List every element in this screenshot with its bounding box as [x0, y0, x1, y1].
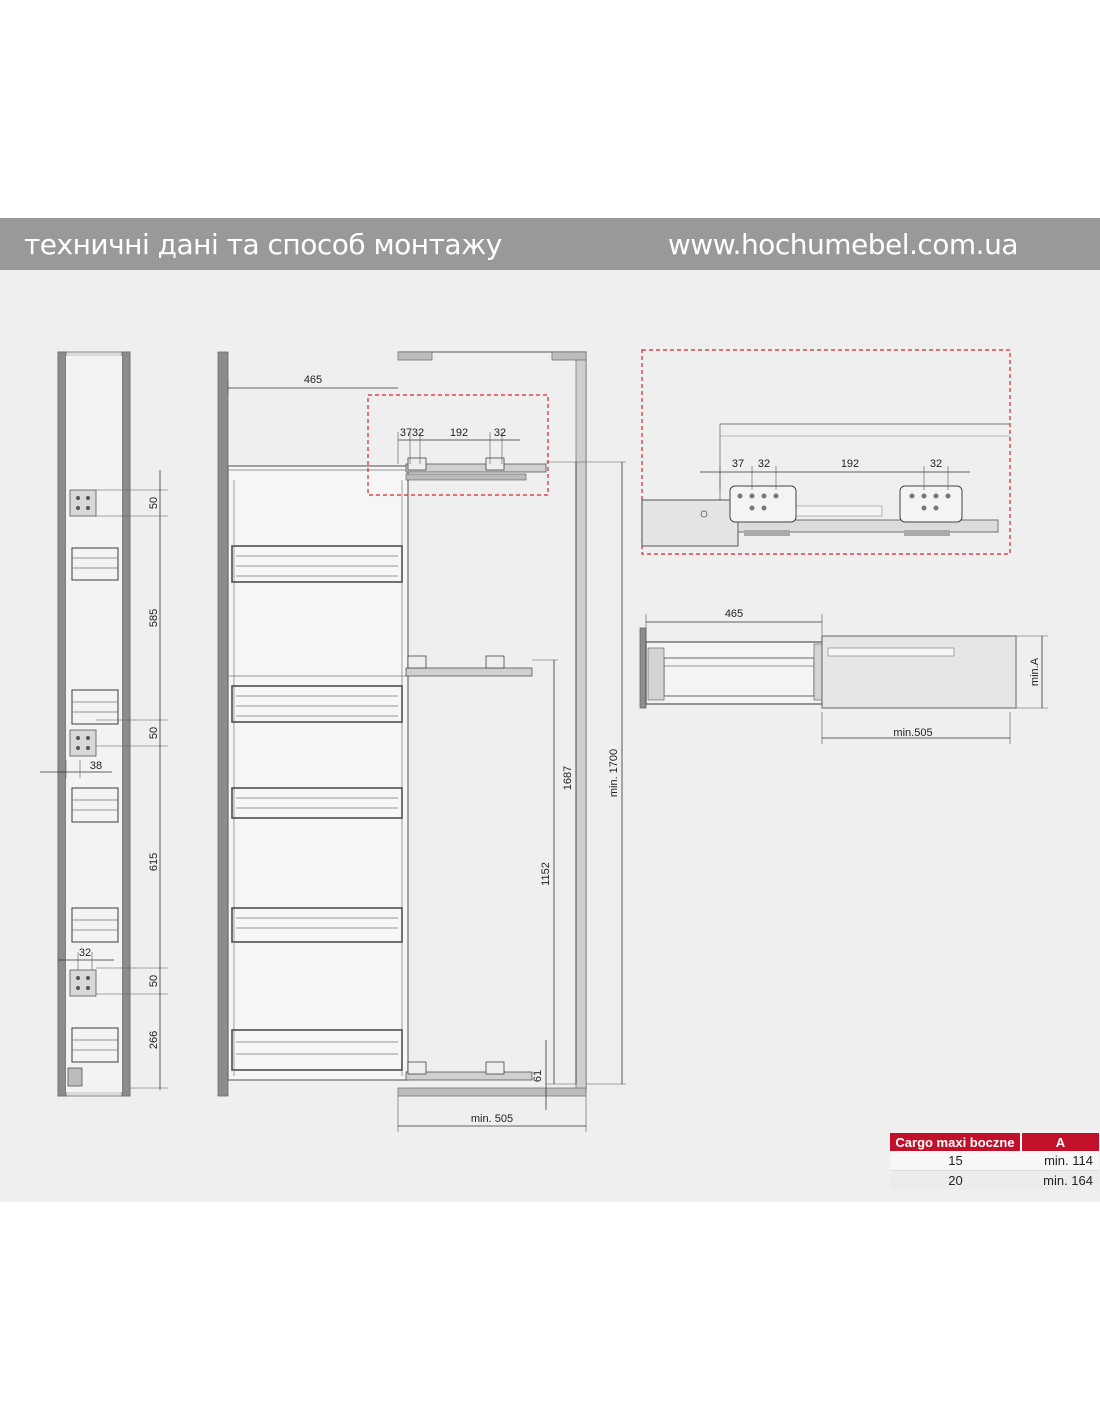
dim-height-1152: 1152 [540, 862, 552, 886]
spec-table-header-a: A [1021, 1133, 1099, 1151]
table-row [890, 1151, 1099, 1171]
detail-bracket-right [900, 486, 962, 522]
dim-bracket-offset-2: 32 [411, 427, 425, 439]
dim-depth-offset: 38 [89, 760, 103, 772]
top-view-basket [646, 642, 822, 704]
dim-depth: 465 [303, 374, 323, 386]
dim-height-min: min. 1700 [608, 748, 620, 798]
dim-upper-span: 585 [148, 608, 160, 628]
runner-bracket [408, 458, 426, 470]
runner-bracket [486, 1062, 504, 1074]
runner-bracket [486, 458, 504, 470]
side-view [40, 352, 168, 1096]
cabinet-door-panel [218, 352, 228, 1096]
top-view-door [640, 628, 646, 708]
cabinet-right-wall [122, 352, 130, 1096]
runner [406, 464, 546, 472]
dim-base: 266 [148, 1030, 160, 1050]
mounting-bracket [70, 730, 96, 756]
detail-bracket-left [730, 486, 796, 522]
top-view [640, 608, 1048, 744]
spec-cell-a: min. 164 [1021, 1171, 1099, 1191]
dim-height-61: 61 [532, 1069, 544, 1083]
detail-view [642, 350, 1010, 554]
mounting-bracket [70, 970, 96, 996]
top-dim-gap: min.A [1029, 657, 1041, 687]
runner-bracket [486, 656, 504, 668]
top-dim-width-min: min.505 [893, 727, 933, 739]
spec-table [890, 1133, 1099, 1190]
runner-bracket [408, 656, 426, 668]
front-runners [406, 458, 546, 1083]
detail-dim-spacing: 192 [840, 458, 860, 470]
spec-table-header-model: Cargo maxi boczne [890, 1133, 1021, 1151]
cabinet-left-wall [58, 352, 66, 1096]
spec-cell-a: min. 114 [1021, 1151, 1099, 1171]
page-title: техничні дані та способ монтажу [24, 228, 502, 261]
dim-bracket-offset-1: 37 [399, 427, 413, 439]
dim-top-gap: 50 [148, 496, 160, 510]
runner [406, 668, 532, 676]
dim-hole-spacing: 32 [78, 947, 92, 959]
site-url-link[interactable]: www.hochumebel.com.ua [667, 228, 1018, 261]
mounting-bracket [70, 490, 96, 516]
dim-bracket-spacing: 192 [449, 427, 469, 439]
table-row [890, 1171, 1099, 1191]
dim-bracket-width: 32 [493, 427, 507, 439]
detail-dim-offset-2: 32 [757, 458, 771, 470]
dim-width-min: min. 505 [470, 1113, 514, 1125]
spec-cell-size: 15 [890, 1151, 1021, 1171]
dim-middle-gap: 50 [148, 726, 160, 740]
top-view-cabinet [822, 636, 1016, 708]
spec-cell-size: 20 [890, 1171, 1021, 1191]
dim-lower-span: 615 [148, 852, 160, 872]
front-view [218, 352, 626, 1132]
cabinet-bottom [398, 1088, 586, 1096]
top-dim-depth: 465 [724, 608, 744, 620]
runner-bracket [408, 1062, 426, 1074]
pullout-frame [228, 466, 408, 1080]
detail-dim-width: 32 [929, 458, 943, 470]
detail-cabinet-side [642, 500, 738, 546]
dim-bottom-gap: 50 [148, 974, 160, 988]
detail-dim-offset-1: 37 [731, 458, 745, 470]
bottom-runner [68, 1068, 82, 1086]
dim-height-1687: 1687 [562, 765, 574, 791]
